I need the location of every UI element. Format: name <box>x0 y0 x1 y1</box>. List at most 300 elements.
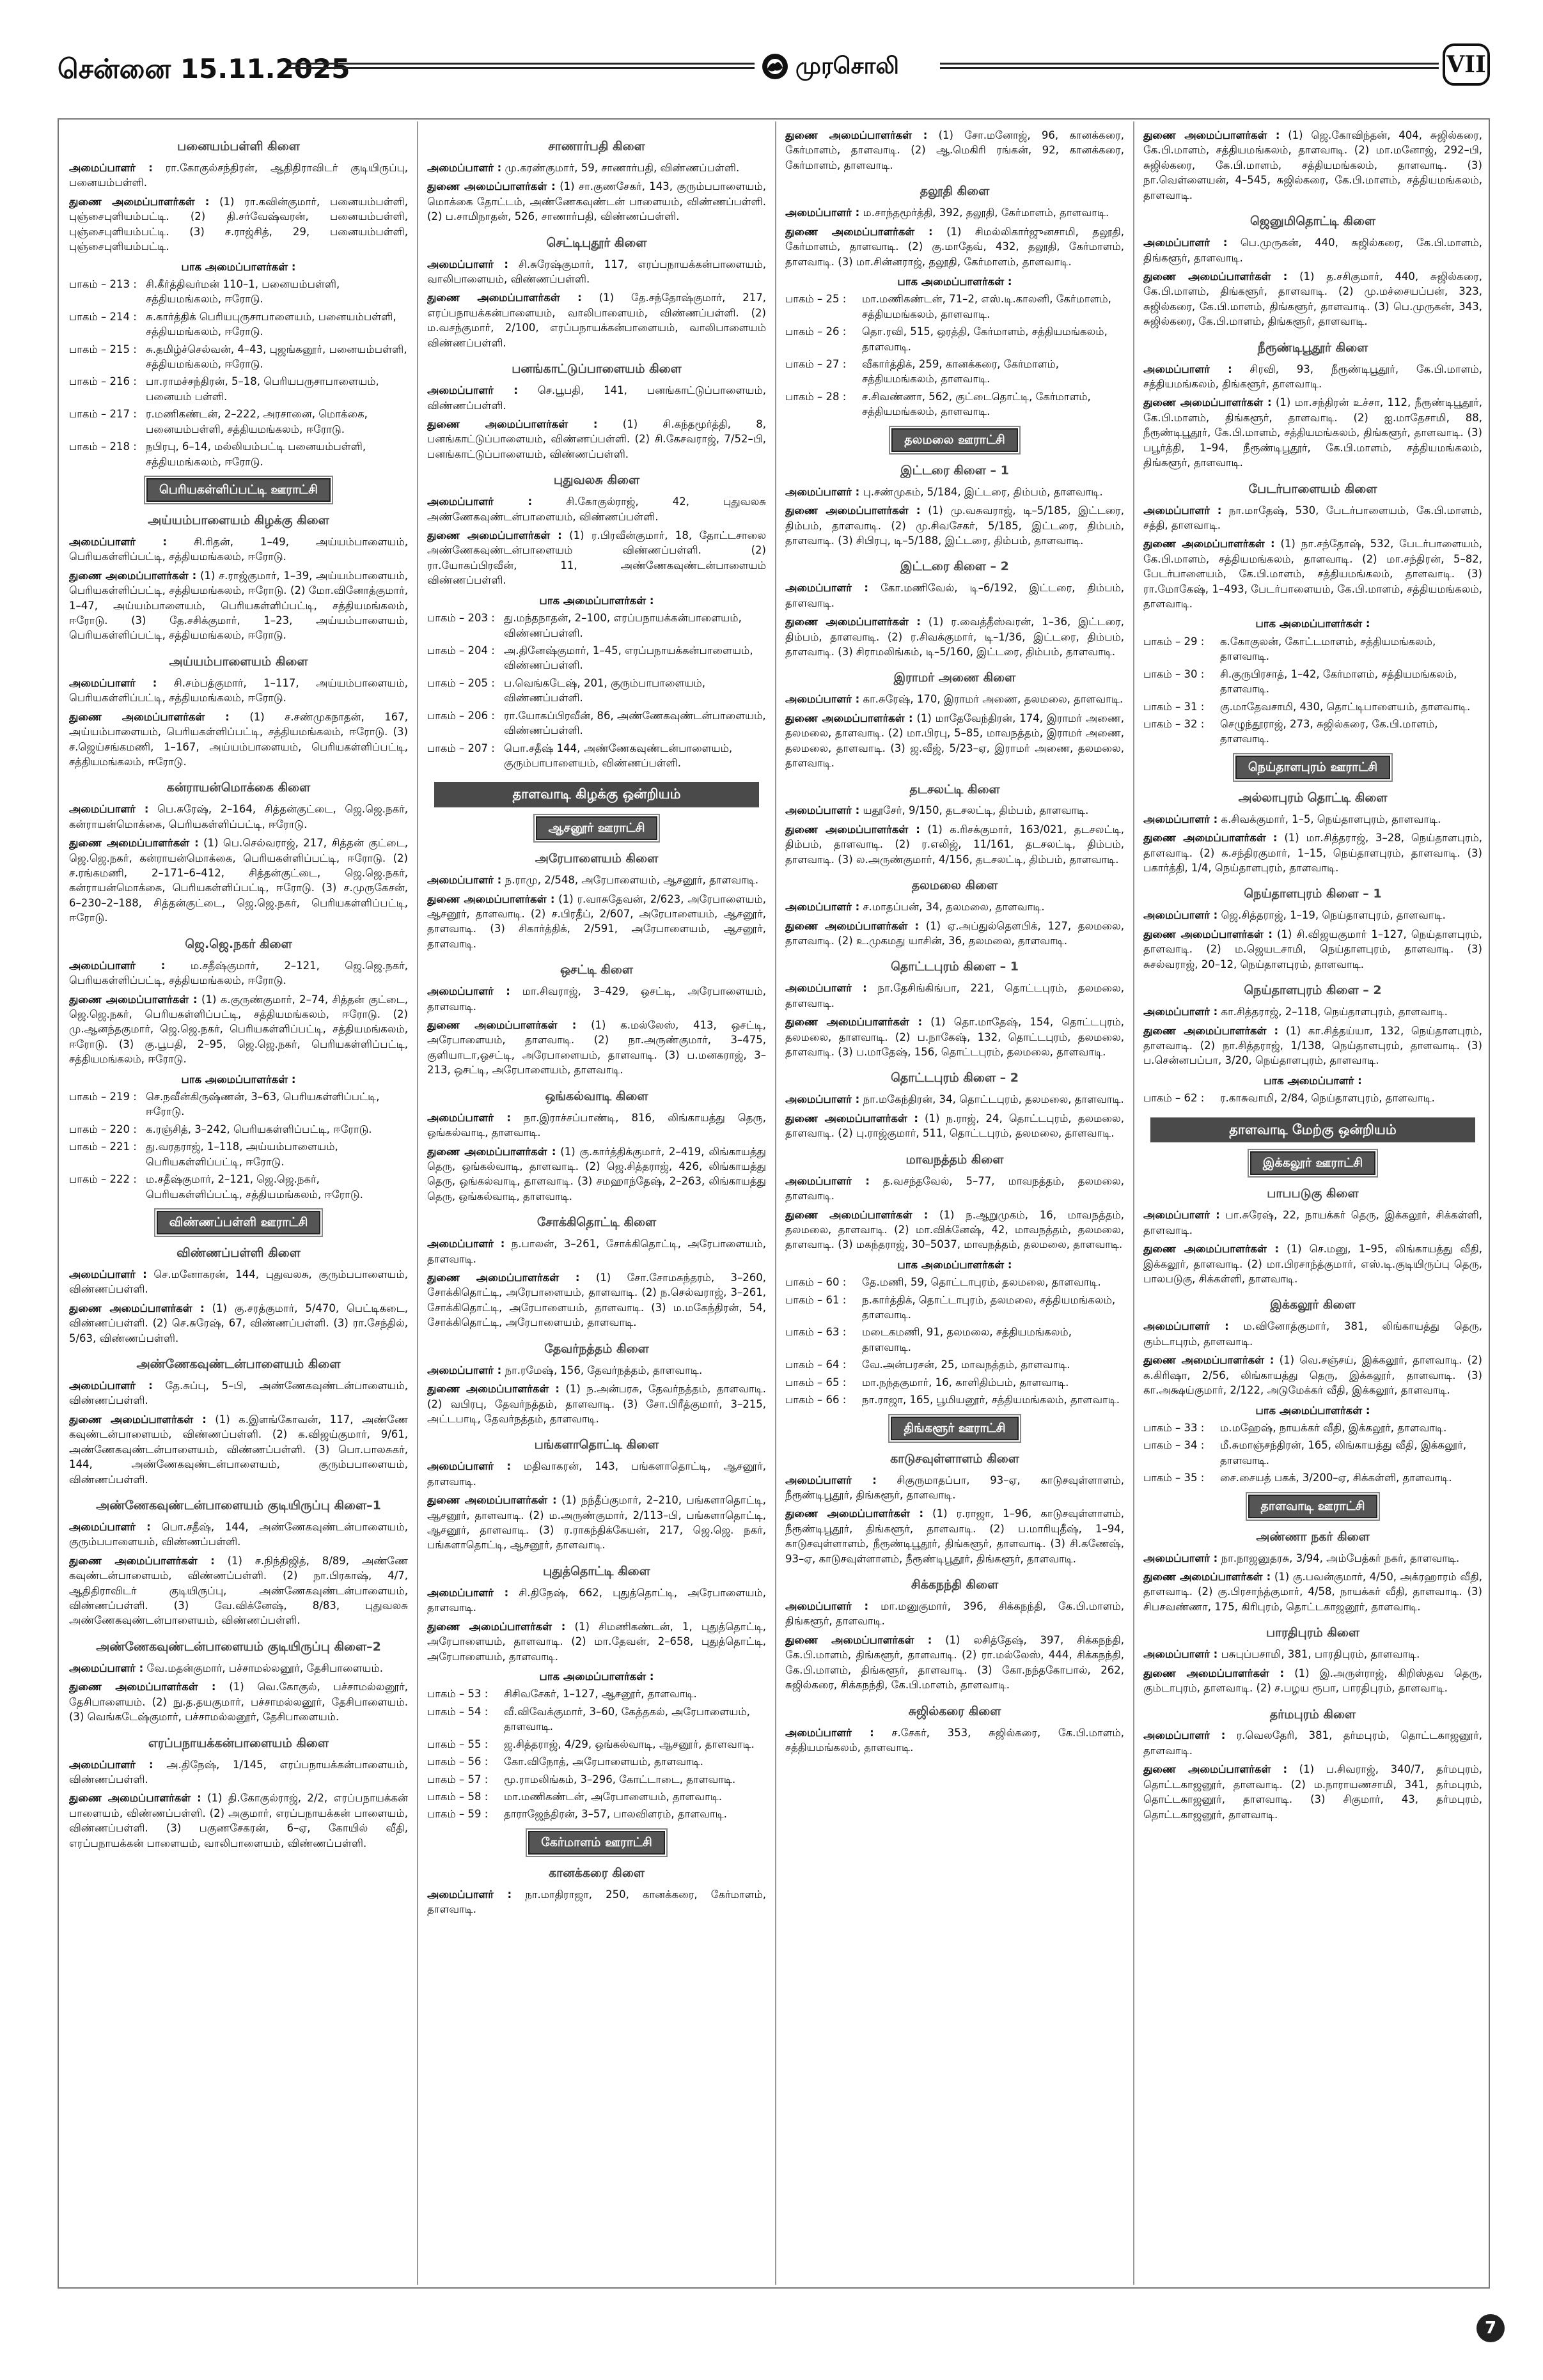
office-bearer-entry <box>427 1381 766 1426</box>
member-details: நா.இராச்சப்பாண்டி, 816, லிங்காயத்து தெரு, ஒங்கல்வாடி, தாளவாடி. <box>427 1111 766 1139</box>
role-label: துணை அமைப்பாளர்கள் : <box>427 1145 556 1158</box>
booth-number: பாகம் – 57 : <box>427 1773 489 1785</box>
office-bearer-entry <box>69 1520 408 1550</box>
role-label: துணை அமைப்பாளர்கள் : <box>785 1112 918 1124</box>
booth-entry <box>785 389 1124 419</box>
office-bearer-entry <box>785 1633 1124 1693</box>
branch-heading: பனங்காட்டுப்பாளையம் கிளை <box>512 362 682 377</box>
role-label: துணை அமைப்பாளர்கள் : <box>69 195 210 208</box>
member-details: பா.சுரேஷ், 22, நாயக்கர் தெரு, இக்கலூர், சிக்கள்ளி, தாளவாடி. <box>1143 1209 1482 1236</box>
branch-heading: சாணார்பதி கிளை <box>548 139 645 153</box>
member-details: சி.திநேஷ், 662, புதுத்தொட்டி, அரேபாளையம், தாளவாடி. <box>427 1586 766 1614</box>
masthead-rule-left <box>288 63 755 69</box>
booth-entry <box>69 277 408 307</box>
booth-member: ம.மஹேஷ், நாயக்கர் வீதி, இக்கலூர், தாளவாடி. <box>1220 1421 1447 1434</box>
booth-entry <box>1143 1438 1482 1468</box>
booth-entry <box>427 1772 766 1787</box>
booth-member: து.வரதராஜ், 1–118, அய்யம்பாளையம், பெரியகள்ளிப்பட்டி, ஈரோடு. <box>146 1140 338 1168</box>
booth-member: சை.சையத் பகக், 3/200–ஏ, சிக்கள்ளி, தாளவாடி. <box>1220 1472 1452 1484</box>
booth-number: பாகம் – 217 : <box>69 408 137 421</box>
booth-entry <box>785 1293 1124 1323</box>
member-details: பு.சண்முகம், 5/184, இட்டரை, திம்பம், தாளவாடி. <box>859 485 1103 498</box>
member-details: செ.மனோகரன், 144, புதுவலசு, குரும்பபாளையம், விண்ணப்பள்ளி. <box>69 1268 408 1296</box>
office-bearer-entry <box>427 1110 766 1140</box>
member-details: (1) சி.விஜயகுமார் 1–127, நெய்தாளபுரம், தாளவாடி. (2) ம.ஜெயடசாமி, நெய்தாளபுரம், தாளவாடி. (3) சுசல்வராஜ், 20–12, நெய்தாளபுரம், தாளவாடி. <box>1143 928 1482 970</box>
role-label: அமைப்பாளர் : <box>1143 1729 1226 1742</box>
office-bearer-entry <box>69 802 408 832</box>
office-bearer-entry <box>1143 269 1482 329</box>
office-bearer-entry <box>69 1267 408 1297</box>
role-label: அமைப்பாளர் : <box>69 959 166 972</box>
panchayat-heading-box: தாளவாடி ஊராட்சி <box>1248 1495 1378 1518</box>
booth-number: பாகம் – 59 : <box>427 1808 489 1821</box>
branch-heading: அண்ணேகவுண்டன்பாளையம் குடியிருப்பு கிளை–2 <box>96 1639 381 1654</box>
office-bearer-entry <box>785 485 1124 499</box>
booth-member: நா.ராஜா, 165, பூமியனூர், சத்தியமங்கலம், தாளவாடி. <box>862 1394 1120 1406</box>
member-details: நா.தேசிங்கிங்பா, 221, தொட்டபுரம், தலமலை, தாளவாடி. <box>785 982 1124 1009</box>
booth-number: பாகம் – 32 : <box>1143 717 1205 730</box>
role-label: அமைப்பாளர் : <box>1143 362 1232 375</box>
role-label: துணை அமைப்பாளர்கள் : <box>785 712 913 724</box>
masthead <box>58 47 1490 88</box>
member-details: (1) மு.வசுவராஜ், டி–5/185, இட்டரை, திம்பம், தாளவாடி. (2) மு.சிவசேகர், 5/185, இட்டரை, திம்பம், தாளவாடி. (3) சிபிரபு, டி–5/188, இட்டரை, திம்பம், தாளவாடி. <box>785 504 1124 547</box>
office-bearer-entry <box>69 958 408 988</box>
office-bearer-entry <box>69 836 408 926</box>
member-details: பசுபுப்பசாமி, 381, பாரதிபுரம், தாளவாடி. <box>1218 1648 1420 1661</box>
booth-number: பாகம் – 30 : <box>1143 667 1205 680</box>
branch-heading: நெய்தாளபுரம் கிளை – 2 <box>1244 983 1382 998</box>
booth-number: பாகம் – 213 : <box>69 277 137 290</box>
office-bearer-entry <box>427 528 766 588</box>
role-label: அமைப்பாளர் : <box>69 1758 153 1771</box>
office-bearer-entry <box>69 1791 408 1851</box>
branch-heading: அய்யம்பாளையம் கிளை <box>169 654 308 669</box>
office-bearer-entry <box>1143 395 1482 470</box>
office-bearer-entry <box>785 1092 1124 1107</box>
member-details: மதிவாகரன், 143, பங்களாதொட்டி, ஆசனூர், தாளவாடி. <box>427 1460 766 1488</box>
booth-member: பொ.சதீஷ் 144, அண்ணேகவுண்டன்பாளையம், குரும்பாபாளையம், விண்ணப்பள்ளி. <box>504 742 733 769</box>
member-details: (1) இ.அருள்ராஜ், கிறிஸ்தவ தெரு, கும்டாபுரம், தாளவாடி. (2) ச.பழய ரூபா, பாரதிபுரம், தாளவாடி. <box>1143 1667 1482 1695</box>
office-bearer-entry <box>427 1619 766 1664</box>
branch-heading: அரேபாளையம் கிளை <box>535 852 659 866</box>
role-label: துணை அமைப்பாளர்கள் : <box>69 1792 201 1805</box>
member-details: (1) சோ.மனோஜ், 96, கானக்கரை, கேர்மாளம், தாளவாடி. (2) ஆ.மெகிரி ரங்கன், 92, கானக்கரை, கேர்மாளம், தாளவாடி. <box>785 129 1124 171</box>
booth-number: பாகம் – 216 : <box>69 375 137 388</box>
booth-number: பாகம் – 220 : <box>69 1123 137 1135</box>
member-details: (1) செ.மனு, 1–95, லிங்காயத்து வீதி, இக்கலூர், தாளவாடி. (2) மா.பிரசாந்த்குமார், எஸ்.டி.குடியிருப்பு தெரு, பாலபடுகு, சிக்கள்ளி, தாளவாடி. <box>1143 1243 1482 1286</box>
branch-heading: செட்டிபுதூர் கிளை <box>546 235 647 250</box>
office-bearer-entry <box>69 1412 408 1487</box>
office-bearer-entry <box>69 534 408 564</box>
branch-heading: அண்ணேகவுண்டன்பாளையம் கிளை <box>136 1357 341 1372</box>
member-details: (1) ர.வாசுதேவன், 2/623, அரேபாளையம், ஆசனூர், தாளவாடி. (2) ச.பிரதீப், 2/607, அரேபாளையம், ஆசனூர், தாளவாடி. (3) சிகார்த்திக், 2/591, அரேபாளையம், ஆசனூர், தாளவாடி. <box>427 892 766 950</box>
member-details: (1) ச.நிந்திஜித், 8/89, அண்ணே கவுண்டன்பாளையம், விண்ணப்பள்ளி. (2) நா.பிரகாஷ், 4/7, ஆதிதிராவிடர் குடியிருப்பு, அண்ணேகவுண்டன்பாளையம், விண்ணப்பள்ளி. (3) வே.விக்னேஷ், 8/83, புதுவலசு அண்ணேகவுண்டன்பாளையம், விண்ணப்பள்ளி. <box>69 1554 408 1627</box>
booth-member: ரா.யோகப்பிரவீன், 86, அண்ணேகவுண்டன்பாளையம், விண்ணப்பள்ளி. <box>504 709 766 737</box>
branch-heading: ஒங்கல்வாடி கிளை <box>545 1089 648 1103</box>
booth-member: ச.சிவண்ணா, 562, குட்டைதொட்டி, கேர்மாளம், சத்தியமங்கலம், தாளவாடி. <box>862 390 1091 418</box>
role-label: துணை அமைப்பாளர்கள் : <box>785 504 921 517</box>
masthead-logo <box>761 47 934 86</box>
booth-member: நபிரபு, 6–14, மல்லியம்பட்டி பனையம்பள்ளி, சத்தியமங்கலம், ஈரோடு. <box>146 440 366 468</box>
member-details: தே.சுப்பு, 5–பி, அண்ணேகவுண்டன்பாளையம், விண்ணப்பள்ளி. <box>69 1380 408 1407</box>
branch-heading: இட்டரை கிளை – 2 <box>900 559 1009 574</box>
booth-member: செழுந்தூராஜ், 273, சுஜில்கரை, கே.பி.மாளம், தாளவாடி. <box>1220 717 1438 745</box>
office-bearer-entry <box>1143 1728 1482 1758</box>
office-bearer-entry <box>427 257 766 287</box>
member-details: (1) ச.ராஜ்குமார், 1–39, அய்யம்பாளையம், பெரியகள்ளிப்பட்டி, சத்தியமங்கலம், ஈரோடு. (2) மோ.வினோத்குமார், 1–47, அய்யம்பாளையம், பெரியகள்ளிப்பட்டி, சத்தியமங்கலம், ஈரோடு. (3) தே.சசிக்குமார், 1–23, அய்யம்பாளையம், பெரியகள்ளிப்பட்டி, சத்தியமங்கலம், ஈரோடு. <box>69 569 408 642</box>
role-label: துணை அமைப்பாளர்கள் : <box>1143 1243 1280 1256</box>
booth-entry <box>69 309 408 339</box>
member-details: (1) வெ.கோகுல், பச்சாமல்லனூர், தேசிபாளையம். (2) நு.த.தயகுமார், பச்சாமல்லனூர், தேசிபாளையம். (3) வெங்கடேஷ்குமார், பச்சாமல்லனூர், தேசிபாளையம். <box>69 1681 408 1723</box>
branch-heading: தொட்டபுரம் கிளை – 2 <box>891 1071 1019 1085</box>
booth-number: பாகம் – 214 : <box>69 310 137 323</box>
role-label: அமைப்பாளர் : <box>69 161 153 174</box>
office-bearer-entry <box>69 1301 408 1346</box>
booth-number: பாகம் – 66 : <box>785 1394 847 1406</box>
branch-heading: தடசலட்டி கிளை <box>909 782 1000 797</box>
booth-member: ந.கார்த்திக், தொட்டாபுரம், தலமலை, சத்தியமங்கலம், தாளவாடி. <box>862 1293 1116 1321</box>
booth-number: பாகம் – 60 : <box>785 1276 847 1289</box>
branch-heading: பாபபடுகு கிளை <box>1267 1186 1359 1201</box>
booth-member: மடைகமணி, 91, தலமலை, சத்தியமங்கலம், தாளவாடி. <box>862 1326 1072 1353</box>
role-label: அமைப்பாளர் : <box>1143 1320 1229 1333</box>
member-details: ம.வினோத்குமார், 381, லிங்காயத்து தெரு, கும்டாபுரம், தாளவாடி. <box>1143 1320 1482 1348</box>
role-label: துணை அமைப்பாளர்கள் : <box>427 1383 560 1396</box>
member-details: சி.சம்பத்குமார், 1–117, அய்யம்பாளையம், பெரியகள்ளிப்பட்டி, சத்தியமங்கலம், ஈரோடு. <box>69 676 408 704</box>
office-bearer-entry <box>785 1473 1124 1503</box>
role-label: அமைப்பாளர் : <box>785 485 860 498</box>
booth-entry <box>69 1122 408 1137</box>
role-label: அமைப்பாளர் : <box>69 803 149 816</box>
booth-number: பாகம் – 53 : <box>427 1688 489 1700</box>
member-details: (1) தி.கோகுல்ராஜ், 2/2, எரப்பநாயக்கன் பாளையம், விண்ணப்பள்ளி. (2) அகுமார், எரப்பநாயக்கன் பாளையம், விண்ணப்பள்ளி. (3) பகுணசேகரன், 6–ஏ, கோயில் வீதி, எரப்பநாயக்கன் பாளையம், வாலிபாளையம், விண்ணப்பள்ளி. <box>69 1792 408 1849</box>
booth-member: மீ.சுமாஞ்சந்திரன், 165, லிங்காயத்து வீதி, இக்கலூர், தாளவாடி. <box>1220 1439 1467 1466</box>
booth-number: பாகம் – 219 : <box>69 1091 137 1103</box>
role-label: துணை அமைப்பாளர்கள் : <box>1143 396 1272 409</box>
member-details: நா.மாதேஷ், 530, பேடர்பாளையம், கே.பி.மாளம், சத்தி, தாளவாடி. <box>1143 504 1482 531</box>
office-bearer-entry <box>1143 1023 1482 1068</box>
role-label: அமைப்பாளர் : <box>427 1364 502 1376</box>
member-details: (1) ர.பிரவீன்குமார், 18, தோட்டசாலை அண்ணேகவுண்டன்பாளையம் விண்ணப்பள்ளி. (2) ரா.யோகப்பிரவீன், 11, அண்ணேகவுண்டன்பாளையம் விண்ணப்பள்ளி. <box>427 529 766 587</box>
panchayat-heading-box: கேர்மாளம் ஊராட்சி <box>528 1831 665 1855</box>
member-details: (1) ஏ.அப்துல்தௌபிக், 127, தலமலை, தாளவாடி. (2) உ.முகமது யாசின், 36, தலமலை, தாளவாடி. <box>785 919 1124 947</box>
office-bearer-entry <box>69 1378 408 1408</box>
member-details: (1) சிமணிகண்டன், 1, புதுத்தொட்டி, அரேபாளையம், தாளவாடி. (2) மா.தேவன், 2–658, புதுத்தொட்டி, அரேபாளையம், தாளவாடி. <box>427 1620 766 1663</box>
member-details: (1) தொ.மாதேஷ், 154, தொட்டபுரம், தலமலை, தாளவாடி. (2) ப.நாகேஷ், 132, தொட்டபுரம், தலமலை, தாளவாடி. (3) ப.மாதேஷ், 156, தொட்டபுரம், தலமலை, தாளவாடி. <box>785 1016 1124 1059</box>
member-details: ஜெ.சித்தராஜ், 1–19, நெய்தாளபுரம், தாளவாடி. <box>1218 909 1446 922</box>
booth-entry <box>785 324 1124 354</box>
edition-date: சென்னை 15.11.2025 <box>58 53 350 84</box>
branch-heading: காடுசவுள்ளாளம் கிளை <box>890 1451 1019 1466</box>
branch-heading: தர்மபுரம் கிளை <box>1269 1707 1356 1722</box>
office-bearer-entry <box>427 1018 766 1078</box>
role-label: அமைப்பாளர் : <box>1143 909 1218 922</box>
branch-heading: பங்களாதொட்டி கிளை <box>534 1438 659 1452</box>
office-bearer-entry <box>785 614 1124 659</box>
booth-member: வே.அன்பரசன், 25, மாவநத்தம், தாளவாடி. <box>862 1358 1070 1371</box>
booth-number: பாகம் – 221 : <box>69 1140 137 1153</box>
branch-heading: அண்ணேகவுண்டன்பாளையம் குடியிருப்பு கிளை–1 <box>96 1498 381 1513</box>
booth-entry <box>785 357 1124 387</box>
booth-number: பாகம் – 54 : <box>427 1705 489 1718</box>
booth-entry <box>69 1139 408 1169</box>
booth-number: பாகம் – 203 : <box>427 612 495 625</box>
booth-number: பாகம் – 206 : <box>427 709 495 722</box>
member-details: ந.பாலன், 3–261, சோக்கிதொட்டி, அரேபாளையம், தாளவாடி. <box>427 1238 766 1265</box>
booth-number: பாகம் – 28 : <box>785 390 847 403</box>
role-label: அமைப்பாளர் : <box>427 384 518 397</box>
branch-heading: எரப்பநாயக்கன்பாளையம் கிளை <box>148 1736 329 1750</box>
column-2 <box>427 128 766 2282</box>
member-details: க.சிவக்குமார், 1–5, நெய்தாளபுரம், தாளவாடி. <box>1218 813 1441 825</box>
booth-member: கோ.விநோத், அரேபாளையம், தாளவாடி. <box>504 1755 704 1768</box>
member-details: ச.மாதப்பன், 34, தலமலை, தாளவாடி. <box>859 901 1045 914</box>
booth-member: கு.மாதேவசாமி, 430, தொட்டிபாளையம், தாளவாடி. <box>1220 700 1471 713</box>
booth-section-heading: பாக அமைப்பாளர்கள் : <box>181 1073 296 1085</box>
booth-member: ஜ.சித்தராஜ், 4/29, ஒங்கல்வாடி, ஆசனூர், தாளவாடி. <box>504 1738 755 1750</box>
booth-entry <box>1143 1420 1482 1435</box>
office-bearer-entry <box>785 899 1124 914</box>
booth-number: பாகம் – 215 : <box>69 343 137 355</box>
office-bearer-entry <box>1143 812 1482 827</box>
branch-heading: நீரூண்டிபூதூர் கிளை <box>1257 340 1368 355</box>
member-details: பெ.சுரேஷ், 2–164, சித்தன்குட்டை, ஜெ.ஜெ.நகர், கன்ராயன்மொக்கை, பெரியகள்ளிப்பட்டி, ஈரோடு. <box>69 803 408 830</box>
member-details: மு.கரண்குமார், 59, சாணார்பதி, விண்ணப்பள்ளி. <box>501 161 740 174</box>
booth-section-heading: பாக அமைப்பாளர்கள் : <box>897 1258 1012 1271</box>
booth-entry <box>427 708 766 738</box>
column-1 <box>69 128 408 2282</box>
member-details: சி.ரிதன், 1–49, அய்யம்பாளையம், பெரியகள்ளிப்பட்டி, சத்தியமங்கலம், ஈரோடு. <box>69 535 408 563</box>
branch-heading: ஜெனுமிதொட்டி கிளை <box>1249 214 1376 229</box>
role-label: துணை அமைப்பாளர்கள் : <box>785 225 933 238</box>
booth-member: சி.குருபிரசாத், 1–42, கேர்மாளம், சத்தியமங்கலம், தாளவாடி. <box>1220 667 1457 696</box>
member-details: நா.மகேந்திரன், 34, தொட்டபுரம், தலமலை, தாளவாடி. <box>859 1093 1124 1106</box>
role-label: அமைப்பாளர் : <box>785 1600 869 1613</box>
booth-entry <box>427 1754 766 1769</box>
role-label: அமைப்பாளர் : <box>785 582 869 595</box>
office-bearer-entry <box>1143 536 1482 611</box>
role-label: துணை அமைப்பாளர்கள் : <box>785 919 920 932</box>
office-bearer-entry <box>1143 830 1482 875</box>
booth-entry <box>427 611 766 641</box>
office-bearer-entry <box>785 981 1124 1011</box>
branch-heading: நெய்தாளபுரம் கிளை – 1 <box>1244 887 1382 901</box>
branch-heading: இட்டரை கிளை – 1 <box>900 463 1009 478</box>
branch-heading: அய்யம்பாளையம் கிழக்கு கிளை <box>148 513 329 527</box>
role-label: அமைப்பாளர் : <box>785 1093 860 1106</box>
booth-member: ம.சதீஷ்குமார், 2–121, ஜெ.ஜெ.நகர், பெரியகள்ளிப்பட்டி, சத்தியமங்கலம், ஈரோடு. <box>146 1173 363 1201</box>
office-bearer-entry <box>69 1679 408 1724</box>
newspaper-name: முரசொலி <box>795 53 899 80</box>
branch-heading: அண்ணா நகர் கிளை <box>1256 1529 1370 1544</box>
role-label: துணை அமைப்பாளர்கள் : <box>1143 832 1278 844</box>
member-details: கா.சித்தராஜ், 2–118, நெய்தாளபுரம், தாளவாடி. <box>1218 1006 1448 1018</box>
office-bearer-entry <box>785 205 1124 220</box>
member-details: நா.ரமேஷ், 156, தேவர்நத்தம், தாளவாடி. <box>501 1364 703 1376</box>
member-details: ந.ராமு, 2/548, அரேபாளையம், ஆசனூர், தாளவாடி. <box>501 874 759 887</box>
office-bearer-entry <box>427 417 766 462</box>
role-label: அமைப்பாளர் : <box>1143 1648 1218 1661</box>
role-label: அமைப்பாளர் : <box>427 1888 512 1901</box>
role-label: அமைப்பாளர் : <box>427 161 502 174</box>
branch-heading: பனையம்பள்ளி கிளை <box>177 139 300 153</box>
office-bearer-entry <box>785 503 1124 548</box>
booth-entry <box>785 1357 1124 1372</box>
office-bearer-entry <box>1143 1241 1482 1286</box>
member-details: ம.சதீஷ்குமார், 2–121, ஜெ.ஜெ.நகர், பெரியகள்ளிப்பட்டி, சத்தியமங்கலம், ஈரோடு. <box>69 959 408 987</box>
office-bearer-entry <box>1143 362 1482 392</box>
booth-entry <box>427 741 766 771</box>
branch-heading: மாவநத்தம் கிளை <box>905 1152 1004 1167</box>
member-details: அ.திநேஷ், 1/145, எரப்பநாயக்கன்பாளையம், விண்ணப்பள்ளி. <box>69 1758 408 1785</box>
rising-sun-icon <box>761 52 789 81</box>
office-bearer-entry <box>1143 1666 1482 1696</box>
member-details: (1) ப.சிவராஜ், 340/7, தர்மபுரம், தொட்டகாஜனூர், தாளவாடி. (2) ம.நாராயணசாமி, 341, தர்மபுரம், தொட்டகாஜனூர், தாளவாடி. (3) சிகுமார், 43, தர்மபுரம், தொட்டகாஜனூர், தாளவாடி. <box>1143 1763 1482 1821</box>
booth-number: பாகம் – 25 : <box>785 293 847 306</box>
booth-member: வீ.விவேக்குமார், 3–60, கேத்தகல், அரேபாளையம், தாளவாடி. <box>504 1705 750 1733</box>
booth-section-heading: பாக அமைப்பாளர்கள் : <box>539 1670 654 1683</box>
panchayat-heading-box: திங்களூர் ஊராட்சி <box>891 1417 1018 1440</box>
member-details: (1) த.சசிகுமார், 440, சுஜில்கரை, கே.பி.மாளம், திங்களூர், தாளவாடி. (2) மு.மச்சையப்பன், 323, சுஜில்கரை, கே.பி.மாளம், திங்களூர், தாளவாடி. (3) பெ.முருகன், 343, சுஜில்கரை, கே.பி.மாளம், திங்களூர், தாளவாடி. <box>1143 270 1482 328</box>
panchayat-heading-box: பெரியகள்ளிப்பட்டி ஊராட்சி <box>146 478 331 502</box>
member-details: (1) க.மல்லேஸ், 413, ஒசட்டி, அரேபாளையம், தாளவாடி. (2) நா.அருண்குமார், 3–475, குளியாடா,ஒசட்டி, அரேபாளையம், தாளவாடி. (3) ப.மனகராஜ், 3–213, ஒசட்டி, அரேபாளையம், தாளவாடி. <box>427 1019 766 1077</box>
booth-number: பாகம் – 64 : <box>785 1358 847 1371</box>
member-details: சிகுருமாதப்பா, 93–ஏ, காடுசவுள்ளாளம், நீரூண்டிபூதூர், திங்களூர், தாளவாடி. <box>785 1474 1124 1501</box>
role-label: அமைப்பாளர் : <box>785 1174 870 1187</box>
role-label: துணை அமைப்பாளர்கள் : <box>427 892 555 905</box>
member-details: (1) ர.வைத்தீஸ்வரன், 1–36, இட்டரை, திம்பம், தாளவாடி. (2) ர.சிவக்குமார், டி–1/36, இட்டரை, திம்பம், தாளவாடி. (3) சிராமலிங்கம், டி–5/160, இட்டரை, திம்பம், தாளவாடி. <box>785 616 1124 658</box>
office-bearer-entry <box>427 494 766 524</box>
member-details: வே.மதன்குமார், பச்சாமல்லனூர், தேசிபாளையம். <box>143 1661 384 1674</box>
member-details: (1) மா.சந்திரன் உச்சா, 112, நீரூண்டிபூதூர், கே.பி.மாளம், திங்களூர், தாளவாடி. (2) ஐ.மாதேசாமி, 88, நீரூண்டிபூதூர், கே.பி.மாளம், சத்தியமங்கலம், திங்களூர், தாளவாடி. (3) பபூர்த்தி, 1–94, நீரூண்டிபூதூர், கே.பி.மாளம், சத்தியமங்கலம், திங்களூர், தாளவாடி. <box>1143 396 1482 469</box>
role-label: துணை அமைப்பாளர்கள் : <box>427 292 582 304</box>
role-label: துணை அமைப்பாளர்கள் : <box>1143 538 1275 550</box>
booth-number: பாகம் – 65 : <box>785 1376 847 1388</box>
booth-entry <box>427 676 766 706</box>
office-bearer-entry <box>69 194 408 254</box>
union-heading-banner: தாளவாடி மேற்கு ஒன்றியம் <box>1150 1117 1476 1143</box>
branch-heading: இராமர் அணை கிளை <box>893 671 1016 685</box>
member-details: (1) லசித்தேஷ், 397, சிக்கநந்தி, கே.பி.மாளம், திங்களூர், தாளவாடி. (2) ரா.மல்லேஸ், 444, சிக்கநந்தி, கே.பி.மாளம், திங்களூர், தாளவாடி. (3) கோ.நந்தகோபால், 262, சுஜில்கரை, சிக்கநந்தி, கே.பி.மாளம், தாளவாடி. <box>785 1633 1124 1692</box>
role-label: அமைப்பாளர் : <box>785 1726 874 1739</box>
booth-number: பாகம் – 56 : <box>427 1755 489 1768</box>
booth-number: பாகம் – 62 : <box>1143 1092 1205 1105</box>
role-label: துணை அமைப்பாளர்கள் : <box>427 1620 566 1633</box>
booth-member: வீகார்த்திக், 259, கானக்கரை, கேர்மாளம், சத்தியமங்கலம், தாளவாடி. <box>862 358 1059 385</box>
office-bearer-entry <box>1143 927 1482 972</box>
office-bearer-entry <box>1143 1353 1482 1397</box>
role-label: துணை அமைப்பாளர்கள் : <box>1143 928 1273 940</box>
member-details: (1) ந.அன்பரசு, தேவர்நத்தம், தாளவாடி. (2) வபிரபு, தேவர்நத்தம், தாளவாடி. (3) சோ.பிரீத்குமார், 3–215, அட்டபாடி, தேவர்நத்தம், தாளவாடி. <box>427 1383 766 1425</box>
role-label: துணை அமைப்பாளர்கள் : <box>427 417 598 430</box>
member-details: (1) சோ.சோமசுந்தரம், 3–260, சோக்கிதொட்டி, அரேபாளையம், தாளவாடி. (2) ந.செல்வராஜ், 3–261, சோக்கிதொட்டி, அரேபாளையம், தாளவாடி. (3) ம.மகேந்திரன், 54, சோக்கிதொட்டி, அரேபாளையம், தாளவாடி. <box>427 1272 766 1329</box>
branch-heading: தலூதி கிளை <box>920 184 990 199</box>
branch-heading: ஒசட்டி கிளை <box>560 963 633 977</box>
office-bearer-entry <box>1143 1647 1482 1661</box>
booth-number: பாகம் – 31 : <box>1143 700 1205 713</box>
office-bearer-entry <box>785 692 1124 706</box>
booth-section-heading: பாக அமைப்பாளர்கள் : <box>897 275 1012 288</box>
office-bearer-entry <box>69 568 408 643</box>
office-bearer-entry <box>427 892 766 952</box>
role-label: துணை அமைப்பாளர்கள் : <box>785 129 928 141</box>
role-label: அமைப்பாளர் : <box>785 693 860 706</box>
office-bearer-entry <box>1143 503 1482 533</box>
booth-member: சிசிவசேகர், 1–127, ஆசனூர், தாளவாடி. <box>504 1688 697 1700</box>
member-details: மா.மனுகுமார், 396, சிக்கநந்தி, கே.பி.மாளம், திங்களூர், தாளவாடி. <box>785 1600 1124 1628</box>
booth-member: பா.ராமச்சந்திரன், 5–18, பெரியபருசாபாளையம், பனையம் பள்ளி. <box>146 375 379 403</box>
member-details: (1) தே.சந்தோஷ்குமார், 217, எரப்பநாயக்கன்பாளையம், வாலிபாளையம், விண்ணப்பள்ளி. (2) ம.வசந்குமார், 2/100, எரப்பநாயக்கன்பாளையம், வாலிபாளையம் விண்ணப்பள்ளி. <box>427 292 766 349</box>
member-details: நா.மாதிராஜா, 250, கானக்கரை, கேர்மாளம், தாளவாடி. <box>427 1888 766 1916</box>
column-4 <box>1143 128 1482 2282</box>
role-label: அமைப்பாளர் : <box>1143 237 1228 249</box>
office-bearer-entry <box>1143 1762 1482 1822</box>
office-bearer-entry <box>427 984 766 1014</box>
role-label: துணை அமைப்பாளர்கள் : <box>1143 129 1280 141</box>
booth-entry <box>427 1686 766 1701</box>
role-label: துணை அமைப்பாளர்கள் : <box>69 569 197 582</box>
member-details: (1) ந.ராஜ், 24, தொட்டபுரம், தலமலை, தாளவாடி. (2) பு.ராஜ்குமார், 511, தொட்டபுரம், தலமலை, தாளவாடி. <box>785 1112 1124 1140</box>
booth-number: பாகம் – 205 : <box>427 676 495 689</box>
office-bearer-entry <box>785 822 1124 867</box>
office-bearer-entry <box>427 1459 766 1489</box>
panchayat-heading-box: ஆசனூர் ஊராட்சி <box>536 816 658 840</box>
office-bearer-entry <box>1143 1208 1482 1238</box>
member-details: (1) மாதேவேந்திரன், 174, இராமர் அணை, தலமலை, தாளவாடி. (2) மா.பிரபு, 5–85, மாவநத்தம், இராமர் அணை, தலமலை, தாளவாடி. (3) ஜ.வீஜ், 5/23–ஏ, இராமர் அணை, தலமலை, தாளவாடி. <box>785 712 1124 770</box>
role-label: அமைப்பாளர் : <box>69 1661 144 1674</box>
booth-member: சி.கீர்த்திவர்மன் 110–1, பனையம்பள்ளி, சத்தியமங்கலம், ஈரோடு. <box>146 277 340 306</box>
booth-number: பாகம் – 29 : <box>1143 635 1205 648</box>
office-bearer-entry <box>427 1493 766 1553</box>
role-label: அமைப்பாளர் : <box>785 804 860 817</box>
branch-heading: ஜெ.ஜெ.நகர் கிளை <box>185 937 292 951</box>
member-details: (1) கா.சித்தய்யா, 132, நெய்தாளபுரம், தாளவாடி. (2) நா.சித்தராஜ், 1/138, நெய்தாளபுரம், தாளவாடி. (3) ப.சென்னபப்பா, 3/20, நெய்தாளபுரம், தாளவாடி. <box>1143 1024 1482 1067</box>
role-label: துணை அமைப்பாளர்கள் : <box>69 993 198 1006</box>
office-bearer-entry <box>427 1363 766 1378</box>
member-details: பொ.சதீஷ், 144, அண்ணேகவுண்டன்பாளையம், குரும்பபாளையம், விண்ணப்பள்ளி. <box>69 1520 408 1548</box>
member-details: (1) மா.சித்தராஜ், 3–28, நெய்தாளபுரம், தாளவாடி. (2) க.சந்திரகுமார், 1–15, நெய்தாளபுரம், தாளவாடி. (3) பகார்த்தி, 1/4, நெய்தாளபுரம், தாளவாடி. <box>1143 832 1482 875</box>
member-details: கோ.மணிவேல், டி–6/192, இட்டரை, திம்பம், தாளவாடி. <box>785 582 1124 609</box>
member-details: நா.நாஜனுதரசு, 3/94, அம்பேத்கர் நகர், தாளவாடி. <box>1218 1552 1460 1564</box>
booth-entry <box>427 1737 766 1752</box>
office-bearer-entry <box>427 160 766 175</box>
branch-heading: கன்ராயன்மொக்கை கிளை <box>166 781 311 795</box>
role-label: அமைப்பாளர் : <box>427 1238 505 1250</box>
booth-entry <box>69 407 408 437</box>
role-label: துணை அமைப்பாளர்கள் : <box>1143 1354 1274 1367</box>
branch-heading: கானக்கரை கிளை <box>549 1865 645 1880</box>
booth-entry <box>1143 699 1482 714</box>
office-bearer-entry <box>1143 1319 1482 1349</box>
booth-entry <box>785 1392 1124 1407</box>
booth-number: பாகம் – 34 : <box>1143 1439 1205 1452</box>
booth-entry <box>69 1089 408 1119</box>
office-bearer-entry <box>427 1887 766 1917</box>
branch-heading: பேடர்பாளையம் கிளை <box>1248 481 1377 496</box>
booth-number: பாகம் – 218 : <box>69 440 137 453</box>
role-label: அமைப்பாளர் : <box>427 1111 512 1124</box>
member-details: (1) ரா.கவின்குமார், பனையம்பள்ளி, புஞ்சைபுளியம்பட்டி. (2) தி.சர்வேஷ்வரன், பனையம்பள்ளி, புஞ்சைபுளியம்பட்டி. (3) ச.ராஜ்சித், 29, பனையம்பள்ளி, புஞ்சைபுளியம்பட்டி. <box>69 195 408 253</box>
panchayat-heading-box: இக்கலூர் ஊராட்சி <box>1250 1151 1375 1175</box>
booth-member: க.கோகுலன், கோட்டமாளம், சத்தியமங்கலம், தாளவாடி. <box>1220 635 1436 663</box>
branch-heading: புதுத்தொட்டி கிளை <box>543 1564 650 1578</box>
role-label: அமைப்பாளர் : <box>69 676 157 689</box>
office-bearer-entry <box>785 224 1124 269</box>
member-details: (1) ச.சண்முகநாதன், 167, அய்யம்பாளையம், பெரியகள்ளிப்பட்டி, சத்தியமங்கலம், ஈரோடு. (3) ச.ஜெய்சங்கமணி, 1–167, அய்யம்பாளையம், பெரியகள்ளிப்பட்டி, சத்தியமங்கலம், ஈரோடு. <box>69 710 408 768</box>
booth-number: பாகம் – 222 : <box>69 1173 137 1186</box>
column-3 <box>785 128 1124 2282</box>
member-details: (1) ந.ஆறுமுகம், 16, மாவநத்தம், தலமலை, தாளவாடி. (2) மா.விக்னேஷ், 42, மாவநத்தம், தலமலை, தாளவாடி. (3) மகந்தராஜ், 30–5037, மாவநத்தம், தலமலை, தாளவாடி. <box>785 1208 1124 1251</box>
